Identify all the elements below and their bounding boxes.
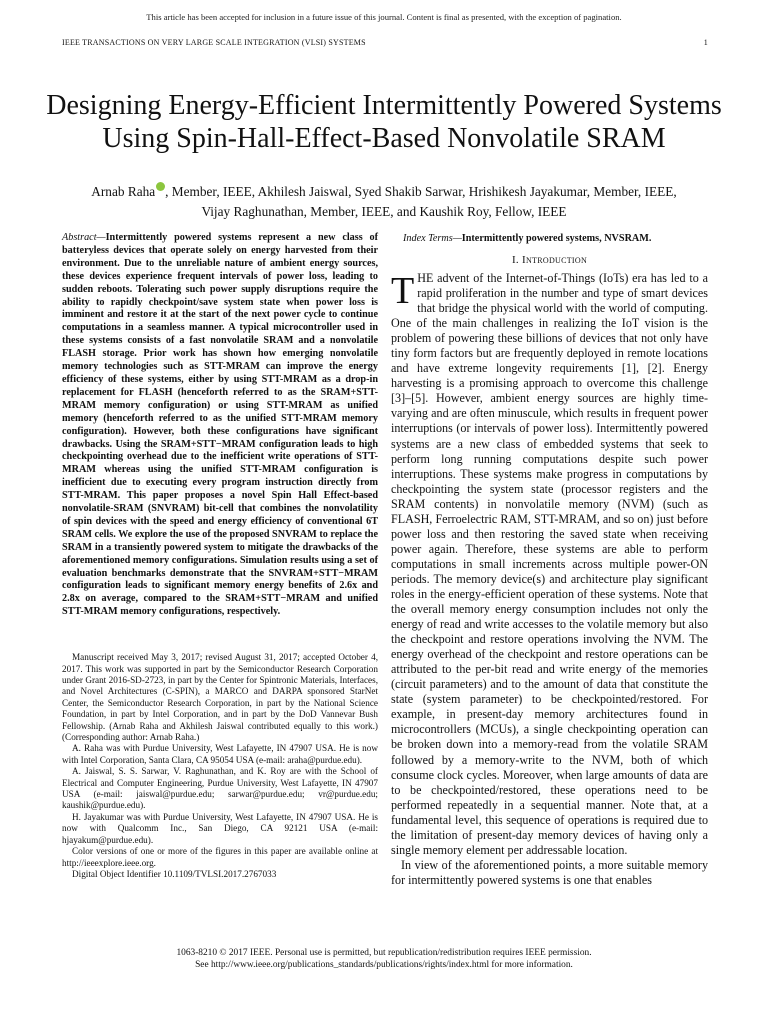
drop-cap: T [391, 270, 415, 312]
affiliation-note: A. Raha was with Purdue University, West Lafayette, IN 47907 USA. He is now with Intel Corporation, Santa Clara, CA 95054 USA (e-mail: araha@purdue.edu). [62, 743, 378, 765]
right-column [391, 232, 708, 888]
abstract [62, 232, 378, 619]
copyright-line: 1063-8210 © 2017 IEEE. Personal use is permitted, but republication/redistribution requires IEEE permission. [176, 948, 592, 958]
intro-paragraph-2: In view of the aforementioned points, a more suitable memory for intermittently powered systems is one that enables [391, 857, 708, 887]
index-terms-text: Intermittently powered systems, NVSRAM. [461, 233, 652, 244]
doi-note: Digital Object Identifier 10.1109/TVLSI.2017.2767033 [72, 868, 277, 879]
intro-paragraph-1 [391, 271, 708, 858]
color-figures-note: Color versions of one or more of the figures in this paper are available online at http://ieeexplore.ieee.org. [62, 846, 378, 868]
affiliation-note: H. Jayakumar was with Purdue University, West Lafayette, IN 47907 USA. He is now with Qualcomm Inc., San Diego, CA 92121 USA (e-mail: hjayakum@purdue.edu). [62, 811, 378, 845]
index-terms-label: Index Terms— [403, 233, 462, 244]
index-terms [391, 232, 708, 245]
acceptance-notice: This article has been accepted for inclusion in a future issue of this journal. Content is final as presented, with the exception of pagination. [146, 12, 622, 22]
abstract-label: Abstract— [62, 232, 106, 243]
introduction-body [391, 271, 708, 888]
author-line-2: Vijay Raghunathan, Member, IEEE, and Kaushik Roy, Fellow, IEEE [201, 204, 567, 219]
author-list [50, 182, 718, 222]
paper-title: Designing Energy-Efficient Intermittently Powered Systems Using Spin-Hall-Effect-Based Nonvolatile SRAM [46, 89, 722, 154]
manuscript-notes [62, 652, 378, 880]
abstract-text: Intermittently powered systems represent a new class of batteryless devices that operate solely on energy harvested from their environment. Due to the unreliable nature of ambient energy sources, these devices experience frequent intervals of power loss, leading to sudden reboots. Tolerating such power supply disruptions require the ability to rapidly checkpoint/save system state when power loss is imminent and restore it at the start of the next power cycle to continue computations in a seamless manner. A typical microcontroller used in these systems consists of a fast nonvolatile SRAM and a nonvolatile FLASH storage. Prior work has shown how emerging nonvolatile memory technologies such as STT-MRAM can improve the energy efficiency of these systems, either by using STT-MRAM as a drop-in replacement for FLASH (henceforth referred to as the SRAM+STT-MRAM memory configuration) or using STT-MRAM as unified memory (henceforth referred to as the unified STT-MRAM memory configuration). However, both these configurations have significant drawbacks. Using the SRAM+STT−MRAM configuration leads to high checkpointing overhead due to the inefficient write operations of STT-MRAM whereas using the unified STT-MRAM configuration is inefficient due to executing every program instruction directly from STT-MRAM. This paper proposes a novel Spin Hall Effect-based nonvolatile-SRAM (SNVRAM) bit-cell that combines the nonvolatility of spin devices with the speed and energy efficiency of conventional 6T SRAM cells. We explore the use of the proposed SNVRAM to replace the SRAM in a transiently powered system to mitigate the drawbacks of the aforementioned memory configurations. Simulation results using a set of evaluation benchmarks demonstrate that the SNVRAM+STT−MRAM configuration leads to significant memory energy benefits of 2.6x and 2.8x on average, compared to the SRAM+STT−MRAM and unified STT-MRAM memory configurations, respectively. [62, 232, 378, 618]
first-author: Arnab Raha [91, 184, 156, 199]
copyright-footer [0, 948, 768, 971]
journal-name: IEEE TRANSACTIONS ON VERY LARGE SCALE INTEGRATION (VLSI) SYSTEMS [62, 38, 366, 47]
affiliation-note: A. Jaiswal, S. S. Sarwar, V. Raghunathan, and K. Roy are with the School of Electrical and Computer Engineering, Purdue University, West Lafayette, IN 47907 USA (e-mail: jaiswal@purdue.edu; sarwar@purdue.edu; vr@purdue.edu; kaushik@purdue.edu). [62, 766, 378, 811]
rights-link-line: See http://www.ieee.org/publications_standards/publications/rights/index.html for more information. [195, 959, 573, 970]
manuscript-note: Manuscript received May 3, 2017; revised August 31, 2017; accepted October 4, 2017. This work was supported in part by the Semiconductor Research Corporation under Grant 2016-SD-2723, in part by the Center for Spintronic Materials, Interfaces, and Novel Architectures (C-SPIN), a MARCO and DARPA sponsored StarNet Center, the Semiconductor Research Corporation, in part by the National Science Foundation, in part by Intel Corporation, and in part by the DoD Vannevar Bush Fellowship. (Arnab Raha and Akhilesh Jaiswal contributed equally to this work.) (Corresponding author: Arnab Raha.) [62, 652, 378, 743]
left-column [62, 232, 378, 880]
page-number: 1 [703, 38, 708, 47]
orcid-icon[interactable] [156, 182, 165, 191]
author-line-1: , Member, IEEE, Akhilesh Jaiswal, Syed Shakib Sarwar, Hrishikesh Jayakumar, Member, IEEE, [165, 184, 677, 199]
section-heading: I. Introduction [511, 254, 588, 266]
intro-text-1: HE advent of the Internet-of-Things (IoTs) era has led to a rapid proliferation in the number and type of smart devices that bridge the physical world with the world of computing. One of the main challenges in realizing the IoT vision is the problem of powering these billions of devices that not only have tiny form factors but are frequently deployed in remote locations and have extreme longevity requirements [1], [2]. Energy harvesting is a promising approach to overcome this challenge [3]–[5]. However, ambient energy sources are highly time-varying and are often minuscule, which results in frequent power interruptions (or intervals of power loss). Intermittently powered systems are a new class of embedded systems that seek to perform long running computations despite such power interruptions. These systems make progress in computations by checkpointing the system state (processor registers and the SRAM contents) in nonvolatile memory (NVM) (such as FLASH, Ferroelectric RAM, STT-MRAM, and so on) just before power loss and then restoring the saved state when receiving power again. Therefore, these systems are able to perform computations in small increments across multiple power-ON periods. The memory device(s) and architecture play significant roles in the energy-efficient operation of these systems. Note that the overall memory energy consumption includes not only the energy of read and write accesses to the volatile memory but also the checkpoint and restore operations involving the NVM. The energy overhead of the checkpoint and restore operations can be attributed to the per-bit read and write energy of the memories (circuit parameters) and to the amount of data that constitute the state (system parameter) to be checkpointed/restored. For example, in present-day memory architectures found in microcontrollers (MCUs), a single checkpointing operation can be broken down into a memory-read from the volatile SRAM followed by a memory-write to the NVM, both of which consume clock cycles. Moreover, when large amounts of data are to be checkpointed/restored, these operations need to be performed repeatedly in a sequential manner. Note that, at a fundamental level, this sequence of operations is required due to the limitation of present-day memory devices of having only a single memory element per addressable location. [391, 271, 708, 857]
running-head [62, 38, 708, 47]
